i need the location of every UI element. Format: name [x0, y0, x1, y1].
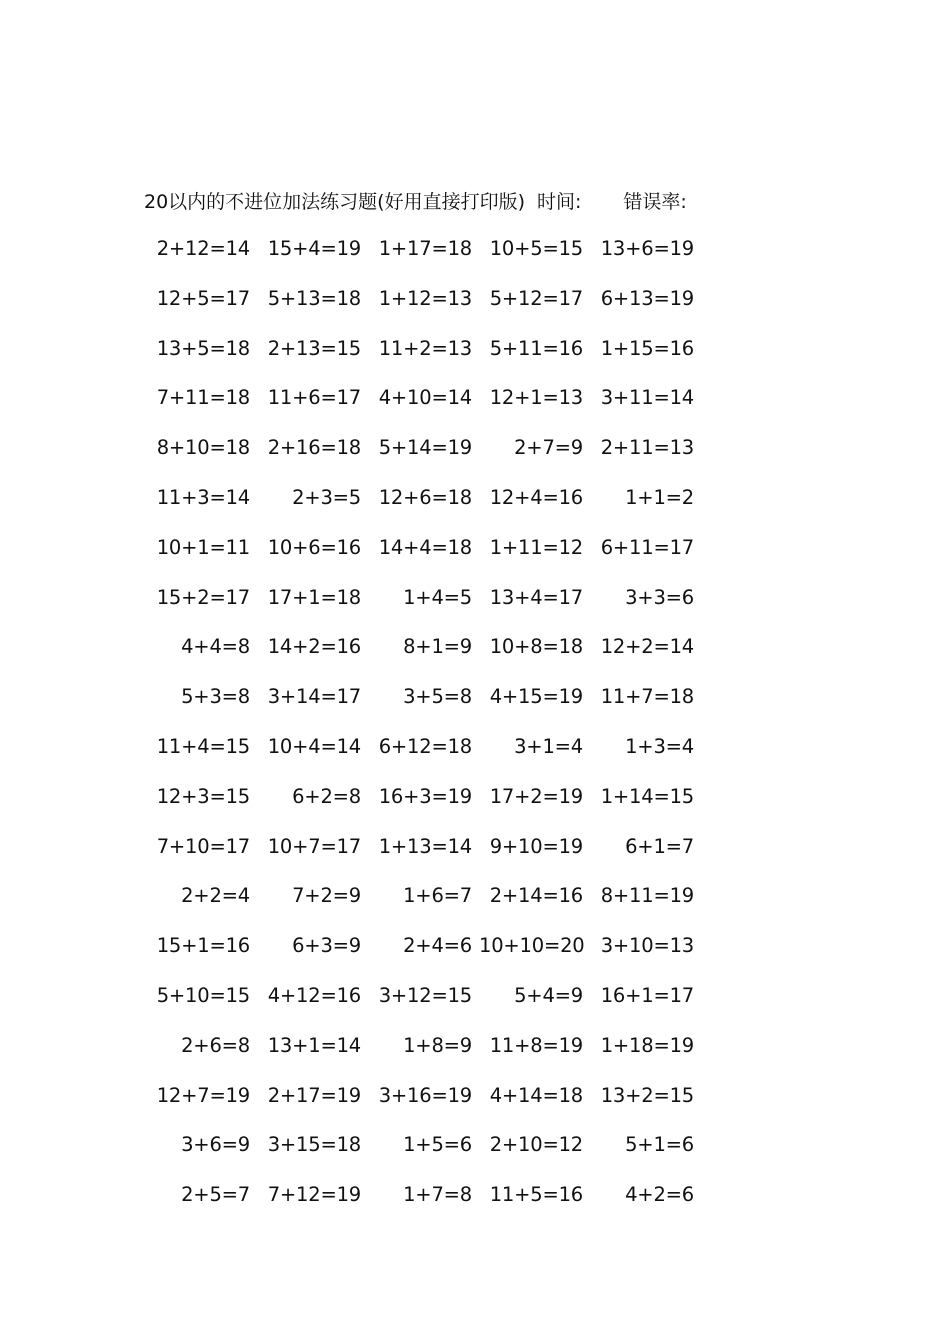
problem-cell: 13+4=17	[489, 585, 583, 609]
problem-cell: 1+3=4	[625, 734, 694, 758]
error-rate-label: 错误率:	[623, 190, 687, 213]
problem-cell: 12+6=18	[378, 485, 472, 509]
problem-cell: 5+12=17	[489, 286, 583, 310]
problem-cell: 2+3=5	[292, 485, 361, 509]
problem-row	[146, 283, 706, 333]
problem-cell: 1+17=18	[378, 237, 472, 260]
problem-cell: 1+15=16	[600, 336, 694, 360]
problem-cell: 13+2=15	[600, 1083, 694, 1107]
problem-cell: 3+10=13	[600, 934, 694, 958]
problem-cell: 2+11=13	[600, 436, 694, 460]
problem-cell: 12+5=17	[156, 286, 250, 310]
problem-cell: 5+4=9	[514, 983, 583, 1007]
problem-cell: 2+10=12	[489, 1133, 583, 1157]
problem-cell: 5+10=15	[156, 983, 250, 1007]
problem-cell: 1+4=5	[403, 585, 472, 609]
worksheet-title: 20以内的不进位加法练习题(好用直接打印版)	[144, 190, 526, 213]
problem-cell: 5+14=19	[378, 436, 472, 460]
problem-cell: 10+1=11	[156, 535, 250, 559]
problem-cell: 2+6=8	[181, 1033, 250, 1057]
problem-row	[146, 1179, 706, 1229]
problem-cell: 3+16=19	[378, 1083, 472, 1107]
problem-cell: 13+6=19	[600, 237, 694, 260]
problem-cell: 3+14=17	[267, 685, 361, 709]
problem-cell: 1+1=2	[625, 485, 694, 509]
problem-cell: 14+2=16	[267, 635, 361, 659]
problem-cell: 7+2=9	[292, 884, 361, 908]
problem-row	[146, 432, 706, 482]
problem-grid	[146, 233, 706, 1229]
problem-cell: 12+2=14	[600, 635, 694, 659]
problem-cell: 4+15=19	[489, 685, 583, 709]
problem-row	[146, 980, 706, 1030]
problem-row	[146, 681, 706, 731]
problem-row	[146, 880, 706, 930]
problem-cell: 8+11=19	[600, 884, 694, 908]
problem-row	[146, 382, 706, 432]
problem-cell: 1+18=19	[600, 1033, 694, 1057]
problem-cell: 12+7=19	[156, 1083, 250, 1107]
problem-cell: 2+13=15	[267, 336, 361, 360]
problem-cell: 11+4=15	[156, 734, 250, 758]
problem-cell: 4+14=18	[489, 1083, 583, 1107]
problem-cell: 1+12=13	[378, 286, 472, 310]
problem-cell: 2+7=9	[514, 436, 583, 460]
problem-row	[146, 333, 706, 383]
problem-cell: 11+2=13	[378, 336, 472, 360]
problem-cell: 6+2=8	[292, 784, 361, 808]
problem-cell: 17+2=19	[489, 784, 583, 808]
problem-cell: 2+16=18	[267, 436, 361, 460]
problem-cell: 2+5=7	[181, 1183, 250, 1207]
problem-cell: 10+7=17	[267, 834, 361, 858]
problem-row	[146, 631, 706, 681]
problem-cell: 11+3=14	[156, 485, 250, 509]
problem-cell: 5+11=16	[489, 336, 583, 360]
problem-cell: 3+12=15	[378, 983, 472, 1007]
problem-cell: 3+1=4	[514, 734, 583, 758]
problem-cell: 6+11=17	[600, 535, 694, 559]
problem-row	[146, 831, 706, 881]
problem-cell: 11+7=18	[600, 685, 694, 709]
problem-cell: 1+8=9	[403, 1033, 472, 1057]
problem-row	[146, 930, 706, 980]
problem-row	[146, 731, 706, 781]
problem-cell: 1+13=14	[378, 834, 472, 858]
problem-cell: 10+6=16	[267, 535, 361, 559]
problem-row	[146, 482, 706, 532]
problem-cell: 7+10=17	[156, 834, 250, 858]
problem-cell: 6+12=18	[378, 734, 472, 758]
problem-cell: 11+8=19	[489, 1033, 583, 1057]
problem-cell: 14+4=18	[378, 535, 472, 559]
problem-cell: 16+3=19	[378, 784, 472, 808]
problem-row	[146, 1129, 706, 1179]
problem-row	[146, 781, 706, 831]
problem-cell: 5+1=6	[625, 1133, 694, 1157]
problem-cell: 1+7=8	[403, 1183, 472, 1207]
problem-cell: 3+5=8	[403, 685, 472, 709]
problem-cell: 3+6=9	[181, 1133, 250, 1157]
problem-cell: 8+1=9	[403, 635, 472, 659]
problem-cell: 2+12=14	[156, 237, 250, 260]
problem-cell: 6+1=7	[625, 834, 694, 858]
problem-cell: 15+1=16	[156, 934, 250, 958]
problem-cell: 11+6=17	[267, 386, 361, 410]
problem-cell: 2+4=6	[403, 934, 472, 958]
problem-cell: 10+5=15	[489, 237, 583, 260]
problem-cell: 12+4=16	[489, 485, 583, 509]
problem-cell: 1+5=6	[403, 1133, 472, 1157]
problem-cell: 17+1=18	[267, 585, 361, 609]
problem-cell: 7+11=18	[156, 386, 250, 410]
problem-cell: 3+15=18	[267, 1133, 361, 1157]
problem-cell: 15+2=17	[156, 585, 250, 609]
problem-cell: 16+1=17	[600, 983, 694, 1007]
problem-cell: 1+14=15	[600, 784, 694, 808]
worksheet-header	[144, 186, 687, 214]
problem-row	[146, 582, 706, 632]
problem-cell: 3+11=14	[600, 386, 694, 410]
problem-cell: 5+13=18	[267, 286, 361, 310]
problem-cell: 7+12=19	[267, 1183, 361, 1207]
problem-cell: 10+8=18	[489, 635, 583, 659]
problem-cell: 13+5=18	[156, 336, 250, 360]
problem-row	[146, 1080, 706, 1130]
problem-cell: 1+11=12	[489, 535, 583, 559]
problem-cell: 6+13=19	[600, 286, 694, 310]
problem-cell: 10+10=20	[479, 934, 585, 958]
problem-cell: 4+12=16	[267, 983, 361, 1007]
problem-cell: 12+1=13	[489, 386, 583, 410]
problem-cell: 5+3=8	[181, 685, 250, 709]
problem-cell: 15+4=19	[267, 237, 361, 260]
problem-cell: 1+6=7	[403, 884, 472, 908]
problem-cell: 2+2=4	[181, 884, 250, 908]
problem-cell: 10+4=14	[267, 734, 361, 758]
problem-row	[146, 1030, 706, 1080]
time-label: 时间:	[537, 190, 582, 213]
problem-cell: 11+5=16	[489, 1183, 583, 1207]
problem-cell: 9+10=19	[489, 834, 583, 858]
problem-cell: 12+3=15	[156, 784, 250, 808]
problem-row	[146, 532, 706, 582]
problem-cell: 2+14=16	[489, 884, 583, 908]
problem-cell: 2+17=19	[267, 1083, 361, 1107]
problem-cell: 3+3=6	[625, 585, 694, 609]
problem-row	[146, 233, 706, 283]
problem-cell: 4+2=6	[625, 1183, 694, 1207]
problem-cell: 8+10=18	[156, 436, 250, 460]
problem-cell: 4+4=8	[181, 635, 250, 659]
problem-cell: 13+1=14	[267, 1033, 361, 1057]
problem-cell: 6+3=9	[292, 934, 361, 958]
problem-cell: 4+10=14	[378, 386, 472, 410]
